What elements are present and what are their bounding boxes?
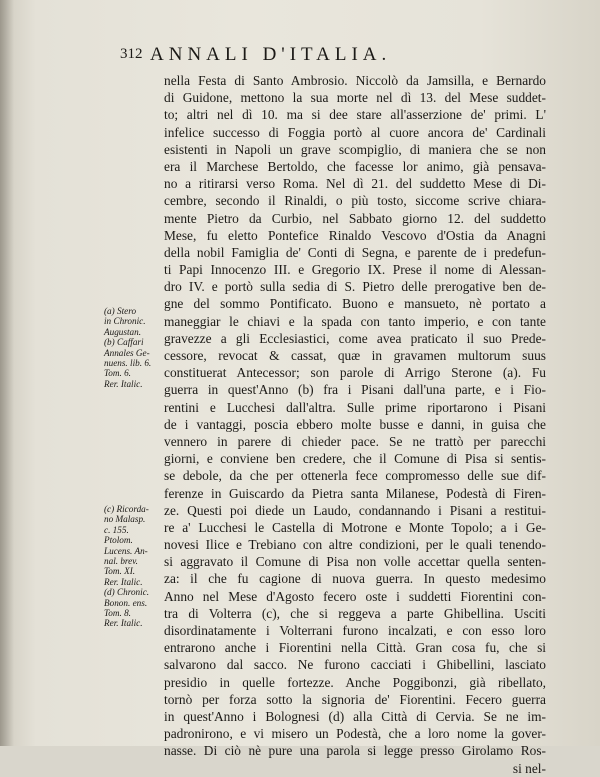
text-line: guerra in quest'Anno (b) fra i Pisani dall'una parte, e i Fio- bbox=[164, 382, 546, 398]
text-line: tornò per forza sotto la signoria de' Fiorentini. Fecero guerra bbox=[164, 691, 546, 707]
margin-note-line: Lucens. An- bbox=[104, 545, 148, 556]
text-line: nasse. Di ciò nè pure una parola si legge presso Girolamo Ros- bbox=[164, 743, 546, 759]
margin-note-line: Rer. Italic. bbox=[104, 618, 143, 629]
text-line: za: il che fu cagione di nuova guerra. In questo medesimo bbox=[164, 571, 546, 587]
binding-shadow bbox=[0, 0, 14, 746]
text-line: rentini e Lucchesi dall'altra. Sulle prime riportarono i Pisani bbox=[164, 399, 546, 415]
catchword: si nel- bbox=[512, 760, 546, 776]
text-line: vennero in parere di chieder pace. Se ne trattò per parecchi bbox=[164, 433, 546, 449]
text-line: ze. Questi poi diede un Laudo, condannando i Pisani a restitui- bbox=[164, 502, 546, 518]
text-line: ti Papi Innocenzo III. e Gregorio IX. Prese il nome di Alessan- bbox=[164, 262, 546, 278]
text-line: giorni, e conviene ben credere, che il Comune di Pisa si sentis- bbox=[164, 451, 546, 467]
running-title: ANNALI D'ITALIA. bbox=[150, 44, 392, 65]
margin-note-line: Annales Ge- bbox=[104, 347, 150, 358]
margin-notes-lower bbox=[104, 504, 162, 629]
margin-note-line: (a) Stero bbox=[104, 306, 137, 316]
text-line: re a' Lucchesi le Castella di Motrone e Monte Topolo; a i Ge- bbox=[164, 519, 546, 535]
text-line: si aggravato il Comune di Pisa non volle accettar quella senten- bbox=[164, 554, 546, 570]
margin-note-line: no Malasp. bbox=[104, 514, 146, 525]
text-line: mente Pietro da Curbio, nel Sabbato giorno 12. del suddetto bbox=[164, 210, 546, 226]
text-line: di Guidone, mettono la sua morte nel dì 13. del Mese suddet- bbox=[164, 90, 546, 106]
text-line: maneggiar le chiavi e la spada con tanto imperio, e con tante bbox=[164, 313, 546, 329]
margin-note-line: Rer. Italic. bbox=[104, 378, 143, 389]
text-line: disordinatamente i Volterrani furono incalzati, e con esso loro bbox=[164, 623, 546, 638]
margin-note-line: Tom. 8. bbox=[104, 608, 131, 619]
margin-notes-upper bbox=[104, 306, 162, 389]
text-line: no a ritirarsi verso Roma. Nel dì 21. del suddetto Mese di Di- bbox=[164, 176, 546, 192]
margin-note-line: Bonon. ens. bbox=[104, 597, 148, 608]
text-line: Mese, fu eletto Pontefice Rinaldo Vescovo d'Ostia da Anagni bbox=[164, 227, 546, 243]
page-number: 312 bbox=[120, 46, 143, 62]
page-header bbox=[120, 46, 500, 68]
text-line: se debole, da che per ottenerla fece compromesso delle sue dif- bbox=[164, 468, 546, 484]
text-line: della nobil Famiglia de' Conti di Segna, e parente de i predefun- bbox=[164, 244, 546, 260]
text-line: cembre, secondo il Rinaldi, o più tosto, siccome scrive chiara- bbox=[164, 193, 546, 209]
text-line: infelice successo di Foggia portò al cuore ancora de' Cardinali bbox=[164, 124, 546, 140]
margin-note-line: Tom. 6. bbox=[104, 368, 131, 379]
margin-note-line: Rer. Italic. bbox=[104, 576, 143, 587]
text-line: novesi Ilice e Trebiano con altre condizioni, per le quali tenendo- bbox=[164, 537, 546, 553]
text-line: constituerat Antecessor; son parole di Arrigo Sterone (a). Fu bbox=[164, 365, 546, 381]
text-line: tra di Volterra (c), che si reggeva a parte Ghibellina. Usciti bbox=[164, 605, 546, 621]
text-line: presidio in quelle fortezze. Anche Poggibonzi, già ribellato, bbox=[164, 674, 546, 690]
text-line: esistenti in Napoli un grave scompiglio, di maniera che se non bbox=[164, 141, 546, 157]
margin-note-line: Augustan. bbox=[104, 326, 142, 337]
text-line: de i vantaggi, poscia ebbero molte busse e danni, in guisa che bbox=[164, 416, 546, 432]
text-line: salvarono dal sacco. Ne furono cacciati i Ghibellini, lasciato bbox=[164, 657, 546, 673]
text-line: gne del sommo Pontificato. Buono e mansueto, nè portato a bbox=[164, 296, 546, 312]
margin-note-line: in Chronic. bbox=[104, 316, 146, 327]
margin-note-line: nuens. lib. 6. bbox=[104, 358, 152, 369]
text-line: entrarono anche i Fiorentini nella Città. Gran cosa fu, che si bbox=[164, 640, 546, 656]
text-line: Anno nel Mese d'Agosto fecero oste i suddetti Fiorentini con- bbox=[164, 588, 546, 604]
text-line: in quest'Anno i Bolognesi (d) alla Città di Cervia. Se ne im- bbox=[164, 708, 546, 724]
margin-note-line: Ptolom. bbox=[104, 535, 133, 546]
margin-note-line: (d) Chronic. bbox=[104, 587, 150, 598]
text-line: ferenze in Guiscardo da Pietra santa Milanese, Podestà di Firen- bbox=[164, 485, 546, 501]
text-line: padronirono, e vi misero un Podestà, che a loro nome la gover- bbox=[164, 726, 546, 742]
margin-note-line: (b) Caffari bbox=[104, 337, 144, 348]
body-text bbox=[164, 72, 546, 777]
margin-note-line: Tom. XI. bbox=[104, 566, 136, 577]
text-line: era il Marchese Bertoldo, che facesse lor animo, già pensava- bbox=[164, 158, 546, 174]
text-line: dro IV. e portò sulla sedia di S. Pietro delle prerogative ben de- bbox=[164, 279, 546, 295]
text-line: gravezze a gli Ecclesiastici, come avea praticato il suo Prede- bbox=[164, 330, 546, 346]
text-line: to; altri nel dì 10. ma si dee stare all'asserzione de' primi. L' bbox=[164, 107, 546, 123]
margin-note-line: c. 155. bbox=[104, 524, 129, 535]
margin-note-line: (c) Ricorda- bbox=[104, 504, 149, 514]
text-line: cessore, revocat & cassat, quæ in gravamen multorum suus bbox=[164, 348, 546, 363]
text-line: nella Festa di Santo Ambrosio. Niccolò da Jamsilla, e Bernardo bbox=[164, 73, 546, 88]
margin-note-line: nal. brev. bbox=[104, 556, 138, 567]
